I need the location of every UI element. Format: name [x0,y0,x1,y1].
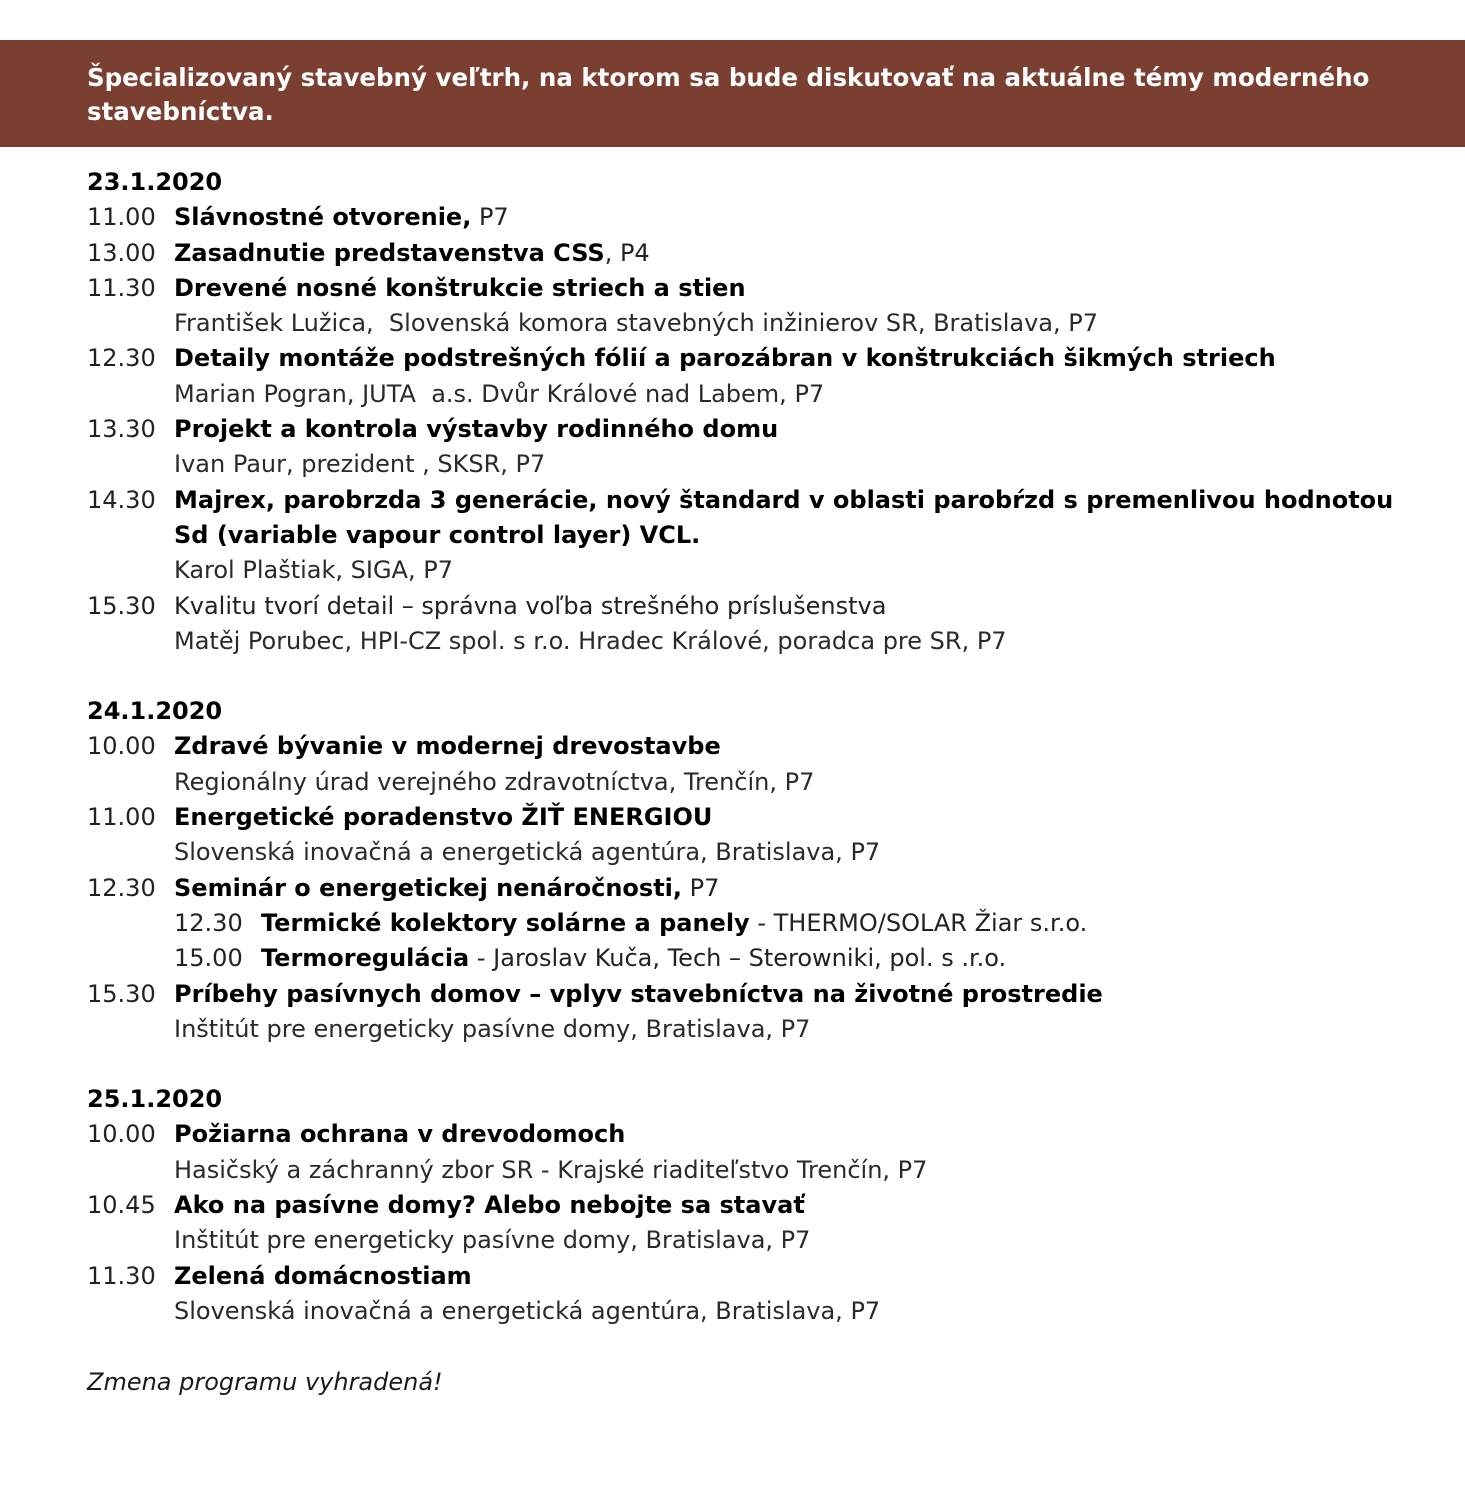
session-body [174,800,1427,871]
session-row [87,871,1427,977]
session-heading [174,200,1427,235]
session-body [174,1259,1427,1330]
session-title: Zasadnutie predstavenstva CSS [174,238,605,267]
session-title: Seminár o energetickej nenáročnosti, [174,873,683,902]
sub-session-detail: - Jaroslav Kuča, Tech – Sterowniki, pol. s .r.o. [469,944,1007,973]
day-section [87,694,1427,1047]
session-body [174,236,1427,271]
program-schedule [87,165,1427,1329]
session-heading [174,729,1427,764]
session-time: 13.30 [87,415,156,444]
session-body [174,271,1427,342]
session-heading [174,271,1427,306]
session-time: 12.30 [87,344,156,373]
session-title: Energetické poradenstvo ŽIŤ ENERGIOU [174,803,713,832]
day-date: 25.1.2020 [87,1085,223,1114]
session-title: Drevené nosné konštrukcie striech a stien [174,273,746,302]
session-speaker: Hasičský a záchranný zbor SR - Krajské riaditeľstvo Trenčín, P7 [174,1155,928,1184]
session-speaker: Matěj Porubec, HPI-CZ spol. s r.o. Hradec Králové, poradca pre SR, P7 [174,626,1007,655]
sub-session-text [261,906,1087,941]
session-title: Majrex, parobrzda 3 generácie, nový štandard v oblasti parobŕzd s premenlivou hodnotou Sd (variable vapour control layer) VCL. [174,485,1394,549]
session-row [87,1188,1427,1259]
session-row [87,1117,1427,1188]
session-time: 14.30 [87,485,156,514]
session-time: 11.30 [87,1261,156,1290]
session-location: P7 [471,203,509,232]
session-time: 15.30 [87,591,156,620]
session-body [174,729,1427,800]
session-heading [174,1117,1427,1152]
session-body [174,589,1427,660]
session-speaker: František Lužica, Slovenská komora stavebných inžinierov SR, Bratislava, P7 [174,309,1098,338]
session-speaker: Marian Pogran, JUTA a.s. Dvůr Králové nad Labem, P7 [174,379,825,408]
session-row [87,800,1427,871]
session-location: , P4 [604,238,650,267]
session-body [174,412,1427,483]
session-time: 10.00 [87,732,156,761]
session-time: 11.30 [87,273,156,302]
session-time: 13.00 [87,238,156,267]
sub-session-time: 12.30 [174,908,243,937]
session-heading [174,483,1427,554]
session-location: P7 [682,873,720,902]
session-time: 15.30 [87,979,156,1008]
session-speaker: Regionálny úrad verejného zdravotníctva, Trenčín, P7 [174,767,815,796]
session-title: Zdravé bývanie v modernej drevostavbe [174,732,721,761]
day-date: 23.1.2020 [87,168,223,196]
session-speaker: Karol Plaštiak, SIGA, P7 [174,556,453,585]
session-row [87,729,1427,800]
session-time: 10.00 [87,1120,156,1149]
session-body [174,871,1427,977]
day-date: 24.1.2020 [87,697,223,726]
header-text: Špecializovaný stavebný veľtrh, na ktorom sa bude diskutovať na aktuálne témy moderného stavebníctva. [87,63,1370,126]
session-speaker: Slovenská inovačná a energetická agentúra, Bratislava, P7 [174,838,881,867]
session-title: Ako na pasívne domy? Alebo nebojte sa stavať [174,1191,805,1220]
sub-session-text [261,941,1006,976]
session-heading [174,977,1427,1012]
session-body [174,1188,1427,1259]
session-row [87,589,1427,660]
session-speaker: Ivan Paur, prezident , SKSR, P7 [174,450,546,479]
session-heading [174,1259,1427,1294]
session-speaker: Inštitút pre energeticky pasívne domy, Bratislava, P7 [174,1014,811,1043]
session-row [87,412,1427,483]
day-section [87,1082,1427,1329]
session-time: 10.45 [87,1191,156,1220]
session-title: Slávnostné otvorenie, [174,203,472,232]
session-row [87,977,1427,1048]
session-title: Požiarna ochrana v drevodomoch [174,1120,626,1149]
session-row [87,1259,1427,1330]
session-speaker: Slovenská inovačná a energetická agentúra, Bratislava, P7 [174,1296,881,1325]
sub-session-title: Termické kolektory solárne a panely [261,908,750,937]
session-body [174,483,1427,589]
session-location: Kvalitu tvorí detail – správna voľba strešného príslušenstva [174,591,887,620]
session-row [87,200,1427,235]
session-heading [174,871,1427,906]
session-row [87,271,1427,342]
session-time: 11.00 [87,203,156,232]
session-title: Projekt a kontrola výstavby rodinného domu [174,415,779,444]
footer-note: Zmena programu vyhradená! [87,1368,443,1396]
day-section [87,165,1427,659]
sub-session-time: 15.00 [174,944,243,973]
session-time: 11.00 [87,803,156,832]
sub-session-row [174,906,1427,941]
session-title: Detaily montáže podstrešných fólií a parozábran v konštrukciách šikmých striech [174,344,1276,373]
sub-session-row [174,941,1427,976]
session-heading [174,412,1427,447]
session-row [87,483,1427,589]
session-row [87,341,1427,412]
session-heading [174,341,1427,376]
session-heading [174,1188,1427,1223]
session-body [174,1117,1427,1188]
session-heading [174,589,1427,624]
sub-session-detail: - THERMO/SOLAR Žiar s.r.o. [749,908,1088,937]
session-heading [174,800,1427,835]
sub-session-title: Termoregulácia [261,944,470,973]
session-title: Príbehy pasívnych domov – vplyv stavebníctva na životné prostredie [174,979,1103,1008]
session-title: Zelená domácnostiam [174,1261,472,1290]
session-heading [174,236,1427,271]
session-speaker: Inštitút pre energeticky pasívne domy, Bratislava, P7 [174,1226,811,1255]
session-row [87,236,1427,271]
session-body [174,341,1427,412]
session-time: 12.30 [87,873,156,902]
session-body [174,977,1427,1048]
session-body [174,200,1427,235]
